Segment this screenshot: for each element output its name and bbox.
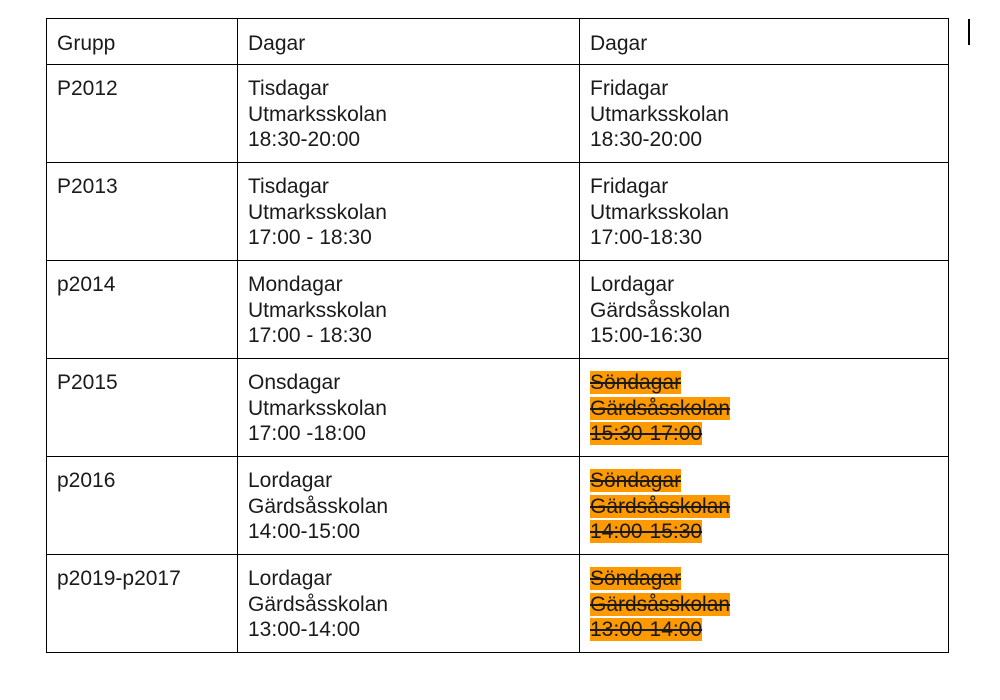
time-range: 15:00-16:30 bbox=[590, 324, 703, 347]
time-range: 18:30-20:00 bbox=[248, 128, 361, 151]
group-label: P2013 bbox=[57, 175, 118, 198]
school-name: Utmarksskolan bbox=[248, 200, 387, 224]
group-label: p2014 bbox=[57, 273, 116, 296]
time-range: 17:00 - 18:30 bbox=[248, 324, 372, 347]
days-cell-1[interactable] bbox=[238, 359, 580, 457]
school-name: Utmarksskolan bbox=[590, 200, 729, 224]
day-name: Onsdagar bbox=[248, 371, 341, 394]
days-cell-2[interactable] bbox=[580, 163, 949, 261]
day-name: Lordagar bbox=[248, 567, 333, 590]
school-name: Gärdsåsskolan bbox=[590, 592, 731, 616]
table-row bbox=[47, 261, 949, 359]
group-label: P2015 bbox=[57, 371, 118, 394]
group-label: p2016 bbox=[57, 469, 116, 492]
days-cell-1[interactable] bbox=[238, 261, 580, 359]
group-cell[interactable] bbox=[47, 457, 238, 555]
day-name: Fridagar bbox=[590, 175, 669, 198]
days-cell-2-struck[interactable] bbox=[580, 555, 949, 653]
days-cell-2[interactable] bbox=[580, 65, 949, 163]
time-range: 15:30-17:00 bbox=[590, 422, 703, 445]
days-cell-2[interactable] bbox=[580, 261, 949, 359]
text-cursor bbox=[968, 19, 970, 45]
day-name: Lordagar bbox=[248, 469, 333, 492]
group-cell[interactable] bbox=[47, 163, 238, 261]
time-range: 14:00-15:30 bbox=[590, 520, 703, 543]
group-cell[interactable] bbox=[47, 261, 238, 359]
table-row bbox=[47, 65, 949, 163]
group-label: P2012 bbox=[57, 77, 118, 100]
day-name: Tisdagar bbox=[248, 77, 329, 100]
table-row bbox=[47, 457, 949, 555]
school-name: Utmarksskolan bbox=[590, 102, 729, 126]
school-name: Utmarksskolan bbox=[248, 298, 387, 322]
table-row bbox=[47, 359, 949, 457]
header-label: Grupp bbox=[57, 32, 116, 55]
time-range: 13:00-14:00 bbox=[248, 618, 361, 641]
time-range: 17:00-18:30 bbox=[590, 226, 703, 249]
header-row bbox=[47, 19, 949, 65]
schedule-table bbox=[46, 18, 949, 653]
table-row bbox=[47, 163, 949, 261]
table-row bbox=[47, 555, 949, 653]
days-cell-2-struck[interactable] bbox=[580, 359, 949, 457]
header-cell-grupp[interactable] bbox=[47, 19, 238, 65]
school-name: Gärdsåsskolan bbox=[248, 592, 389, 616]
group-cell[interactable] bbox=[47, 555, 238, 653]
time-range: 18:30-20:00 bbox=[590, 128, 703, 151]
header-cell-dagar-2[interactable] bbox=[580, 19, 949, 65]
day-name: Lordagar bbox=[590, 273, 675, 296]
header-label: Dagar bbox=[248, 32, 306, 55]
day-name: Söndagar bbox=[590, 469, 682, 492]
day-name: Söndagar bbox=[590, 567, 682, 590]
days-cell-1[interactable] bbox=[238, 457, 580, 555]
days-cell-2-struck[interactable] bbox=[580, 457, 949, 555]
day-name: Fridagar bbox=[590, 77, 669, 100]
school-name: Utmarksskolan bbox=[248, 396, 387, 420]
school-name: Gärdsåsskolan bbox=[248, 494, 389, 518]
time-range: 14:00-15:00 bbox=[248, 520, 361, 543]
days-cell-1[interactable] bbox=[238, 163, 580, 261]
day-name: Mondagar bbox=[248, 273, 343, 296]
group-cell[interactable] bbox=[47, 65, 238, 163]
time-range: 13:00-14:00 bbox=[590, 618, 703, 641]
header-cell-dagar-1[interactable] bbox=[238, 19, 580, 65]
time-range: 17:00 - 18:30 bbox=[248, 226, 372, 249]
school-name: Utmarksskolan bbox=[248, 102, 387, 126]
school-name: Gärdsåsskolan bbox=[590, 494, 731, 518]
days-cell-1[interactable] bbox=[238, 555, 580, 653]
days-cell-1[interactable] bbox=[238, 65, 580, 163]
time-range: 17:00 -18:00 bbox=[248, 422, 366, 445]
header-label: Dagar bbox=[590, 32, 648, 55]
group-cell[interactable] bbox=[47, 359, 238, 457]
day-name: Söndagar bbox=[590, 371, 682, 394]
group-label: p2019-p2017 bbox=[57, 567, 181, 590]
school-name: Gärdsåsskolan bbox=[590, 298, 731, 322]
day-name: Tisdagar bbox=[248, 175, 329, 198]
school-name: Gärdsåsskolan bbox=[590, 396, 731, 420]
